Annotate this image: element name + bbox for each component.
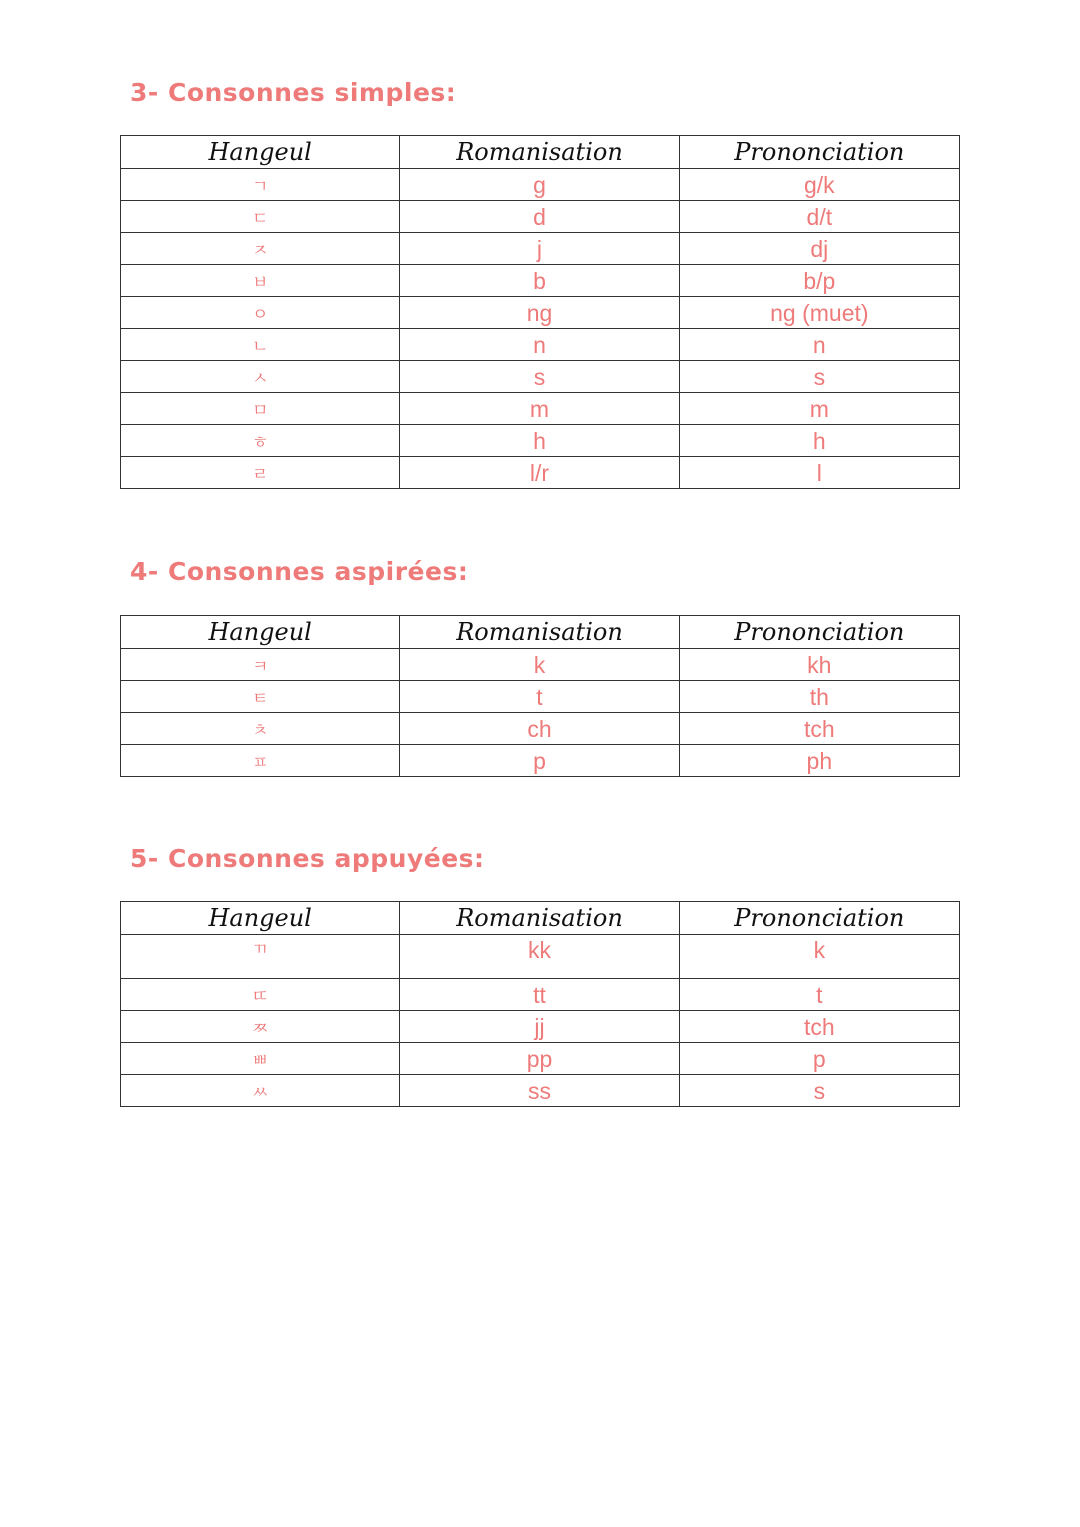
header-hangeul: Hangeul <box>121 902 400 935</box>
prononciation-cell: dj <box>679 233 959 265</box>
hangeul-cell: ㅊ <box>121 713 400 745</box>
table-row <box>121 979 960 1011</box>
hangeul-cell: ㄹ <box>121 457 400 489</box>
romanisation-cell: g <box>400 169 679 201</box>
hangeul-cell: ㅉ <box>121 1011 400 1043</box>
romanisation-cell: p <box>400 745 679 777</box>
prononciation-cell: tch <box>679 1011 959 1043</box>
header-prononciation: Prononciation <box>679 136 959 169</box>
table-header-row <box>121 902 960 935</box>
header-hangeul: Hangeul <box>121 616 400 649</box>
prononciation-cell: d/t <box>679 201 959 233</box>
hangeul-cell: ㄲ <box>121 935 400 979</box>
hangeul-cell: ㄴ <box>121 329 400 361</box>
hangeul-cell: ㄸ <box>121 979 400 1011</box>
romanisation-cell: k <box>400 649 679 681</box>
hangeul-cell: ㅂ <box>121 265 400 297</box>
prononciation-cell: s <box>679 361 959 393</box>
table-row <box>121 1043 960 1075</box>
romanisation-cell: j <box>400 233 679 265</box>
hangeul-cell: ㅋ <box>121 649 400 681</box>
table-header-row <box>121 136 960 169</box>
romanisation-cell: ng <box>400 297 679 329</box>
table-row <box>121 681 960 713</box>
hangeul-cell: ㅆ <box>121 1075 400 1107</box>
table-row <box>121 169 960 201</box>
hangeul-cell: ㄷ <box>121 201 400 233</box>
table-row <box>121 935 960 979</box>
header-prononciation: Prononciation <box>679 902 959 935</box>
hangeul-cell: ㅍ <box>121 745 400 777</box>
prononciation-cell: m <box>679 393 959 425</box>
prononciation-cell: t <box>679 979 959 1011</box>
section-heading: 5- Consonnes appuyées: <box>130 844 485 873</box>
romanisation-cell: b <box>400 265 679 297</box>
table-row <box>121 1011 960 1043</box>
header-hangeul: Hangeul <box>121 136 400 169</box>
header-romanisation: Romanisation <box>400 616 679 649</box>
section-heading: 4- Consonnes aspirées: <box>130 557 469 586</box>
table-header-row <box>121 616 960 649</box>
table-row <box>121 361 960 393</box>
prononciation-cell: h <box>679 425 959 457</box>
hangeul-cell: ㅅ <box>121 361 400 393</box>
table-row <box>121 1075 960 1107</box>
section-heading: 3- Consonnes simples: <box>130 78 457 107</box>
table-row <box>121 393 960 425</box>
table-row <box>121 713 960 745</box>
prononciation-cell: th <box>679 681 959 713</box>
consonant-table <box>120 135 960 489</box>
consonant-table <box>120 901 960 1107</box>
table-row <box>121 329 960 361</box>
table-row <box>121 745 960 777</box>
table-row <box>121 201 960 233</box>
table-row <box>121 297 960 329</box>
table-row <box>121 457 960 489</box>
prononciation-cell: n <box>679 329 959 361</box>
romanisation-cell: l/r <box>400 457 679 489</box>
prononciation-cell: kh <box>679 649 959 681</box>
table-row <box>121 233 960 265</box>
romanisation-cell: ss <box>400 1075 679 1107</box>
prononciation-cell: l <box>679 457 959 489</box>
romanisation-cell: kk <box>400 935 679 979</box>
romanisation-cell: h <box>400 425 679 457</box>
prononciation-cell: s <box>679 1075 959 1107</box>
hangeul-cell: ㅌ <box>121 681 400 713</box>
consonant-table <box>120 615 960 777</box>
header-romanisation: Romanisation <box>400 136 679 169</box>
romanisation-cell: m <box>400 393 679 425</box>
romanisation-cell: s <box>400 361 679 393</box>
prononciation-cell: ph <box>679 745 959 777</box>
romanisation-cell: pp <box>400 1043 679 1075</box>
table-row <box>121 425 960 457</box>
table-row <box>121 265 960 297</box>
romanisation-cell: jj <box>400 1011 679 1043</box>
hangeul-cell: ㅃ <box>121 1043 400 1075</box>
romanisation-cell: t <box>400 681 679 713</box>
hangeul-cell: ㅇ <box>121 297 400 329</box>
romanisation-cell: tt <box>400 979 679 1011</box>
prononciation-cell: ng (muet) <box>679 297 959 329</box>
hangeul-cell: ㄱ <box>121 169 400 201</box>
romanisation-cell: n <box>400 329 679 361</box>
romanisation-cell: ch <box>400 713 679 745</box>
prononciation-cell: g/k <box>679 169 959 201</box>
table-row <box>121 649 960 681</box>
hangeul-cell: ㅎ <box>121 425 400 457</box>
hangeul-cell: ㅁ <box>121 393 400 425</box>
prononciation-cell: tch <box>679 713 959 745</box>
hangeul-cell: ㅈ <box>121 233 400 265</box>
header-prononciation: Prononciation <box>679 616 959 649</box>
prononciation-cell: p <box>679 1043 959 1075</box>
prononciation-cell: k <box>679 935 959 979</box>
prononciation-cell: b/p <box>679 265 959 297</box>
header-romanisation: Romanisation <box>400 902 679 935</box>
romanisation-cell: d <box>400 201 679 233</box>
